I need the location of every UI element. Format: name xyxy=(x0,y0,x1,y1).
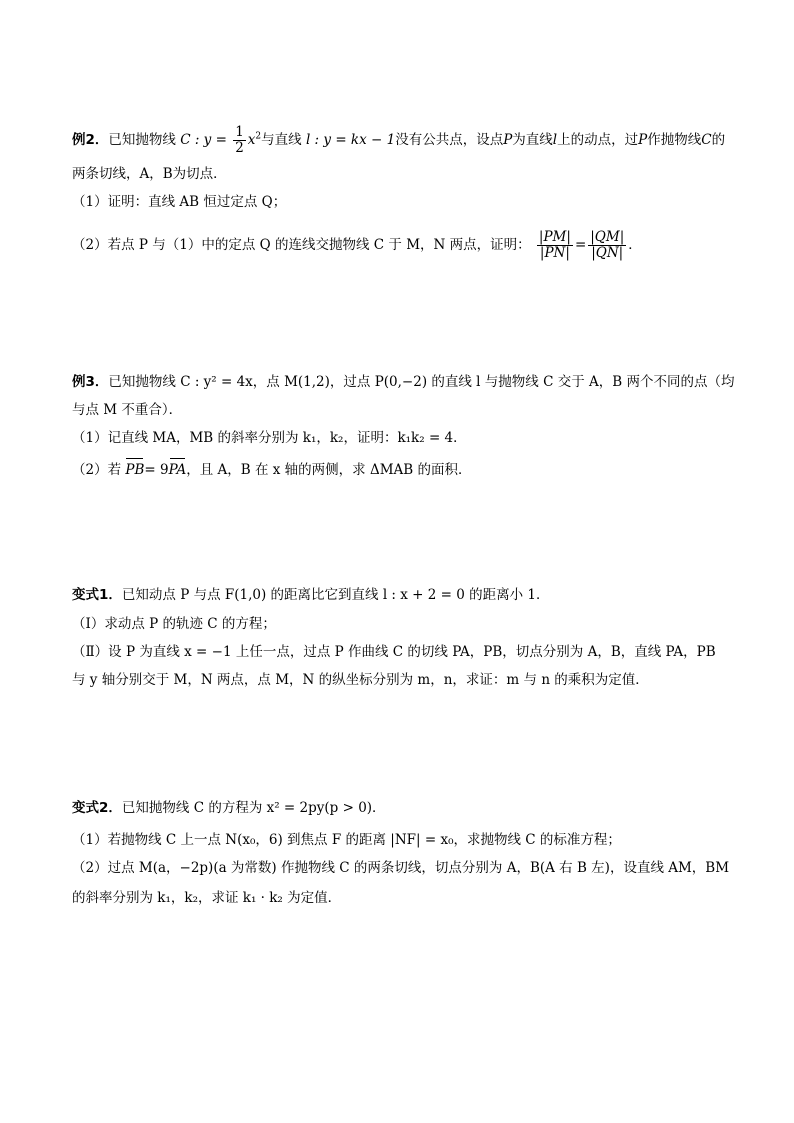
var1-question2-line2: 与 y 轴分别交于 M，N 两点，点 M，N 的纵坐标分别为 m，n，求证：m 与 n 的乘积为定值． xyxy=(72,672,649,688)
pm-pn-fraction: $\frac{|PM|}{|PN|}$ xyxy=(538,229,571,261)
var1-question1: （Ⅰ）求动点 P 的轨迹 C 的方程； xyxy=(72,616,276,632)
var1-question2-line1: （Ⅱ）设 P 为直线 x = −1 上任一点，过点 P 作曲线 C 的切线 PA，PB，切点分别为 A，B，直线 PA，PB xyxy=(72,644,716,660)
var2-question2-line2: 的斜率分别为 k₁，k₂，求证 k₁ · k₂ 为定值． xyxy=(72,890,342,906)
var1-line1: 变式1．已知动点 P 与点 F(1,0) 的距离比它到直线 l : x + 2 = 0 的距离小 1． xyxy=(72,587,550,603)
ex2-label: 例2． xyxy=(72,132,109,148)
ex2-half-fraction: $\frac{1}{2}$ xyxy=(235,124,244,156)
ex3-question2: （2）若 PB= 9PA，且 A，B 在 x 轴的两侧，求 ΔMAB 的面积． xyxy=(72,462,472,478)
var2-question1: （1）若抛物线 C 上一点 N(x₀，6) 到焦点 F 的距离 |NF| = x₀，求抛物线 C 的标准方程； xyxy=(72,832,621,848)
vector-pb: PB xyxy=(125,462,145,478)
ex2-line1: 例2．已知抛物线 C : y = $\frac{1}{2}$ $x^2$与直线 l : y = kx − 1没有公共点，设点P为直线l上的动点，过P作抛物线C的 xyxy=(72,124,726,156)
var2-line1: 变式2．已知抛物线 C 的方程为 x² = 2py(p > 0)． xyxy=(72,800,386,816)
ex3-line2: 与点 M 不重合）． xyxy=(72,402,183,418)
var1-label: 变式1． xyxy=(72,587,122,603)
ex2-question2: （2）若点 P 与（1）中的定点 Q 的连线交抛物线 C 于 M，N 两点，证明： $\frac{|PM|}{|PN|}$ = $\frac{|QM|}{|QN|}$ ． xyxy=(72,229,642,261)
ex3-question1: （1）记直线 MA，MB 的斜率分别为 k₁，k₂，证明：k₁k₂ = 4． xyxy=(72,430,467,446)
var2-label: 变式2． xyxy=(72,800,122,816)
ex2-question1: （1）证明：直线 AB 恒过定点 Q； xyxy=(72,194,287,210)
ex2-line2: 两条切线，A，B为切点． xyxy=(72,166,227,182)
ex3-line1: 例3．已知抛物线 C : y² = 4x，点 M(1,2)，过点 P(0,−2) 的直线 l 与抛物线 C 交于 A，B 两个不同的点（均 xyxy=(72,374,735,390)
qm-qn-fraction: $\frac{|QM|}{|QN|}$ xyxy=(590,229,625,261)
ex3-label: 例3． xyxy=(72,374,109,390)
vector-pa: PA xyxy=(168,462,187,478)
var2-question2-line1: （2）过点 M(a，−2p)(a 为常数) 作抛物线 C 的两条切线，切点分别为 A，B(A 右 B 左)，设直线 AM，BM xyxy=(72,860,730,876)
